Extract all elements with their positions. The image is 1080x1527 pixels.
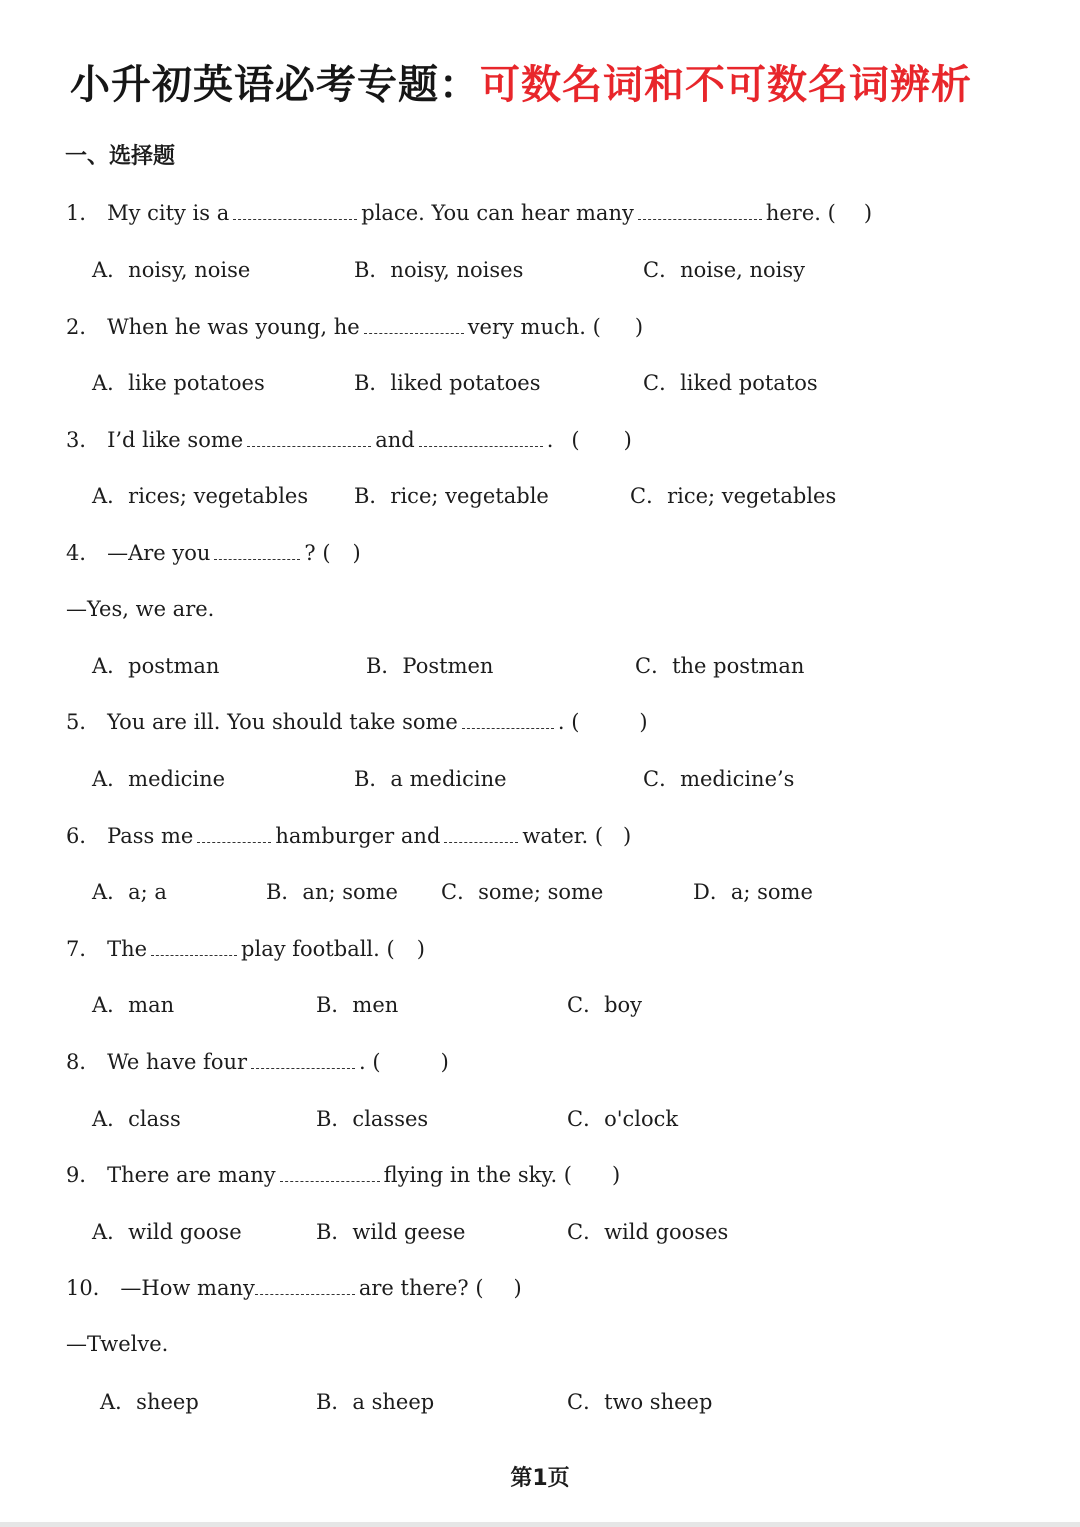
question-text: ): [416, 937, 425, 961]
question-text: —How many: [120, 1276, 255, 1300]
question-number: 7．: [66, 937, 101, 961]
option-c[interactable]: C．the postman: [635, 654, 805, 678]
option-a[interactable]: A．rices; vegetables: [92, 484, 309, 508]
option-a[interactable]: A．wild goose: [92, 1220, 242, 1244]
option-b[interactable]: B．rice; vegetable: [354, 484, 549, 508]
option-a[interactable]: A．noisy, noise: [92, 258, 251, 282]
option-d[interactable]: D．a; some: [693, 880, 813, 904]
question-text: and: [375, 428, 415, 452]
option-c[interactable]: C．noise, noisy: [643, 258, 806, 282]
option-c[interactable]: C．two sheep: [567, 1390, 713, 1414]
question-number: 1．: [66, 201, 101, 225]
question-number: 5．: [66, 710, 101, 734]
question-number: 4．: [66, 541, 101, 565]
dialogue-answer: —Twelve.: [66, 1332, 169, 1356]
option-b[interactable]: B．wild geese: [316, 1220, 466, 1244]
question-text: ? (: [304, 541, 331, 565]
question-text: hamburger and: [275, 824, 441, 848]
option-b[interactable]: B．liked potatoes: [354, 371, 541, 395]
question-text: play football. (: [241, 937, 395, 961]
option-a[interactable]: A．medicine: [92, 767, 226, 791]
question-text: I’d like some: [107, 428, 244, 452]
question-7: [66, 934, 425, 964]
option-c[interactable]: C．medicine’s: [643, 767, 795, 791]
question-number: 6．: [66, 824, 101, 848]
answer-blank[interactable]: [233, 201, 357, 220]
option-a[interactable]: A．postman: [92, 654, 220, 678]
question-9: [66, 1160, 620, 1190]
question-5: [66, 707, 648, 737]
question-number: 10．: [66, 1276, 114, 1300]
question-text: ): [863, 201, 873, 225]
option-b[interactable]: B．classes: [316, 1107, 429, 1131]
answer-blank[interactable]: [364, 315, 464, 334]
question-text: here. (: [765, 201, 836, 225]
section-heading: 一、选择题: [65, 144, 176, 169]
question-text: are there? (: [358, 1276, 484, 1300]
option-c[interactable]: C．o'clock: [567, 1107, 679, 1131]
option-a[interactable]: A．like potatoes: [92, 371, 265, 395]
question-text: place. You can hear many: [361, 201, 634, 225]
option-b[interactable]: B．an; some: [266, 880, 398, 904]
option-c[interactable]: C．wild gooses: [567, 1220, 729, 1244]
option-c[interactable]: C．liked potatos: [643, 371, 818, 395]
title-red-part: 可数名词和不可数名词辨析: [480, 61, 972, 108]
question-text: ): [612, 1163, 621, 1187]
question-text: . (: [359, 1050, 381, 1074]
option-b[interactable]: B．a sheep: [316, 1390, 435, 1414]
option-a[interactable]: A．class: [92, 1107, 181, 1131]
question-text: The: [107, 937, 148, 961]
question-text: There are many: [107, 1163, 276, 1187]
page-bottom-edge: [0, 1522, 1080, 1527]
question-8: [66, 1047, 449, 1077]
option-c[interactable]: C．some; some: [441, 880, 604, 904]
question-text: ): [623, 824, 632, 848]
answer-blank[interactable]: [197, 824, 271, 843]
dialogue-answer: —Yes, we are.: [66, 597, 215, 621]
answer-blank[interactable]: [280, 1163, 380, 1182]
question-text: ): [639, 710, 648, 734]
question-text: (: [571, 428, 580, 452]
question-6: [66, 821, 631, 851]
answer-blank[interactable]: [419, 428, 543, 447]
option-b[interactable]: B．Postmen: [366, 654, 494, 678]
answer-blank[interactable]: [638, 201, 762, 220]
question-text: My city is a: [107, 201, 230, 225]
question-text: We have four: [107, 1050, 248, 1074]
question-text: —Are you: [107, 541, 211, 565]
question-text: ): [440, 1050, 449, 1074]
answer-blank[interactable]: [151, 937, 237, 956]
answer-blank[interactable]: [255, 1276, 355, 1295]
answer-blank[interactable]: [444, 824, 518, 843]
question-1: [66, 198, 872, 228]
question-text: ): [623, 428, 632, 452]
question-text: ): [634, 315, 644, 339]
question-number: 3．: [66, 428, 101, 452]
answer-blank[interactable]: [247, 428, 371, 447]
option-b[interactable]: B．a medicine: [354, 767, 507, 791]
question-text: Pass me: [107, 824, 194, 848]
question-4: [66, 538, 361, 568]
option-c[interactable]: C．boy: [567, 993, 643, 1017]
option-a[interactable]: A．a; a: [92, 880, 167, 904]
question-3: [66, 425, 632, 455]
question-text: ): [513, 1276, 522, 1300]
question-text: . (: [557, 710, 580, 734]
question-number: 8．: [66, 1050, 101, 1074]
option-c[interactable]: C．rice; vegetables: [630, 484, 837, 508]
question-text: water. (: [522, 824, 604, 848]
question-number: 9．: [66, 1163, 101, 1187]
question-text: .: [546, 428, 554, 452]
question-2: [66, 312, 643, 342]
answer-blank[interactable]: [251, 1050, 355, 1069]
question-text: When he was young, he: [107, 315, 360, 339]
answer-blank[interactable]: [214, 541, 300, 560]
question-text: flying in the sky. (: [383, 1163, 572, 1187]
question-number: 2．: [66, 315, 101, 339]
answer-blank[interactable]: [462, 710, 554, 729]
question-text: ): [352, 541, 361, 565]
option-a[interactable]: A．man: [92, 993, 175, 1017]
page-number: 第1页: [510, 1466, 570, 1491]
question-10: [66, 1273, 522, 1303]
option-b[interactable]: B．noisy, noises: [354, 258, 524, 282]
question-text: very much. (: [467, 315, 601, 339]
title-black-part: 小升初英语必考专题：: [70, 62, 480, 108]
option-b[interactable]: B．men: [316, 993, 399, 1017]
option-a[interactable]: A．sheep: [100, 1390, 199, 1414]
page-title: [70, 55, 1060, 115]
question-text: You are ill. You should take some: [107, 710, 458, 734]
